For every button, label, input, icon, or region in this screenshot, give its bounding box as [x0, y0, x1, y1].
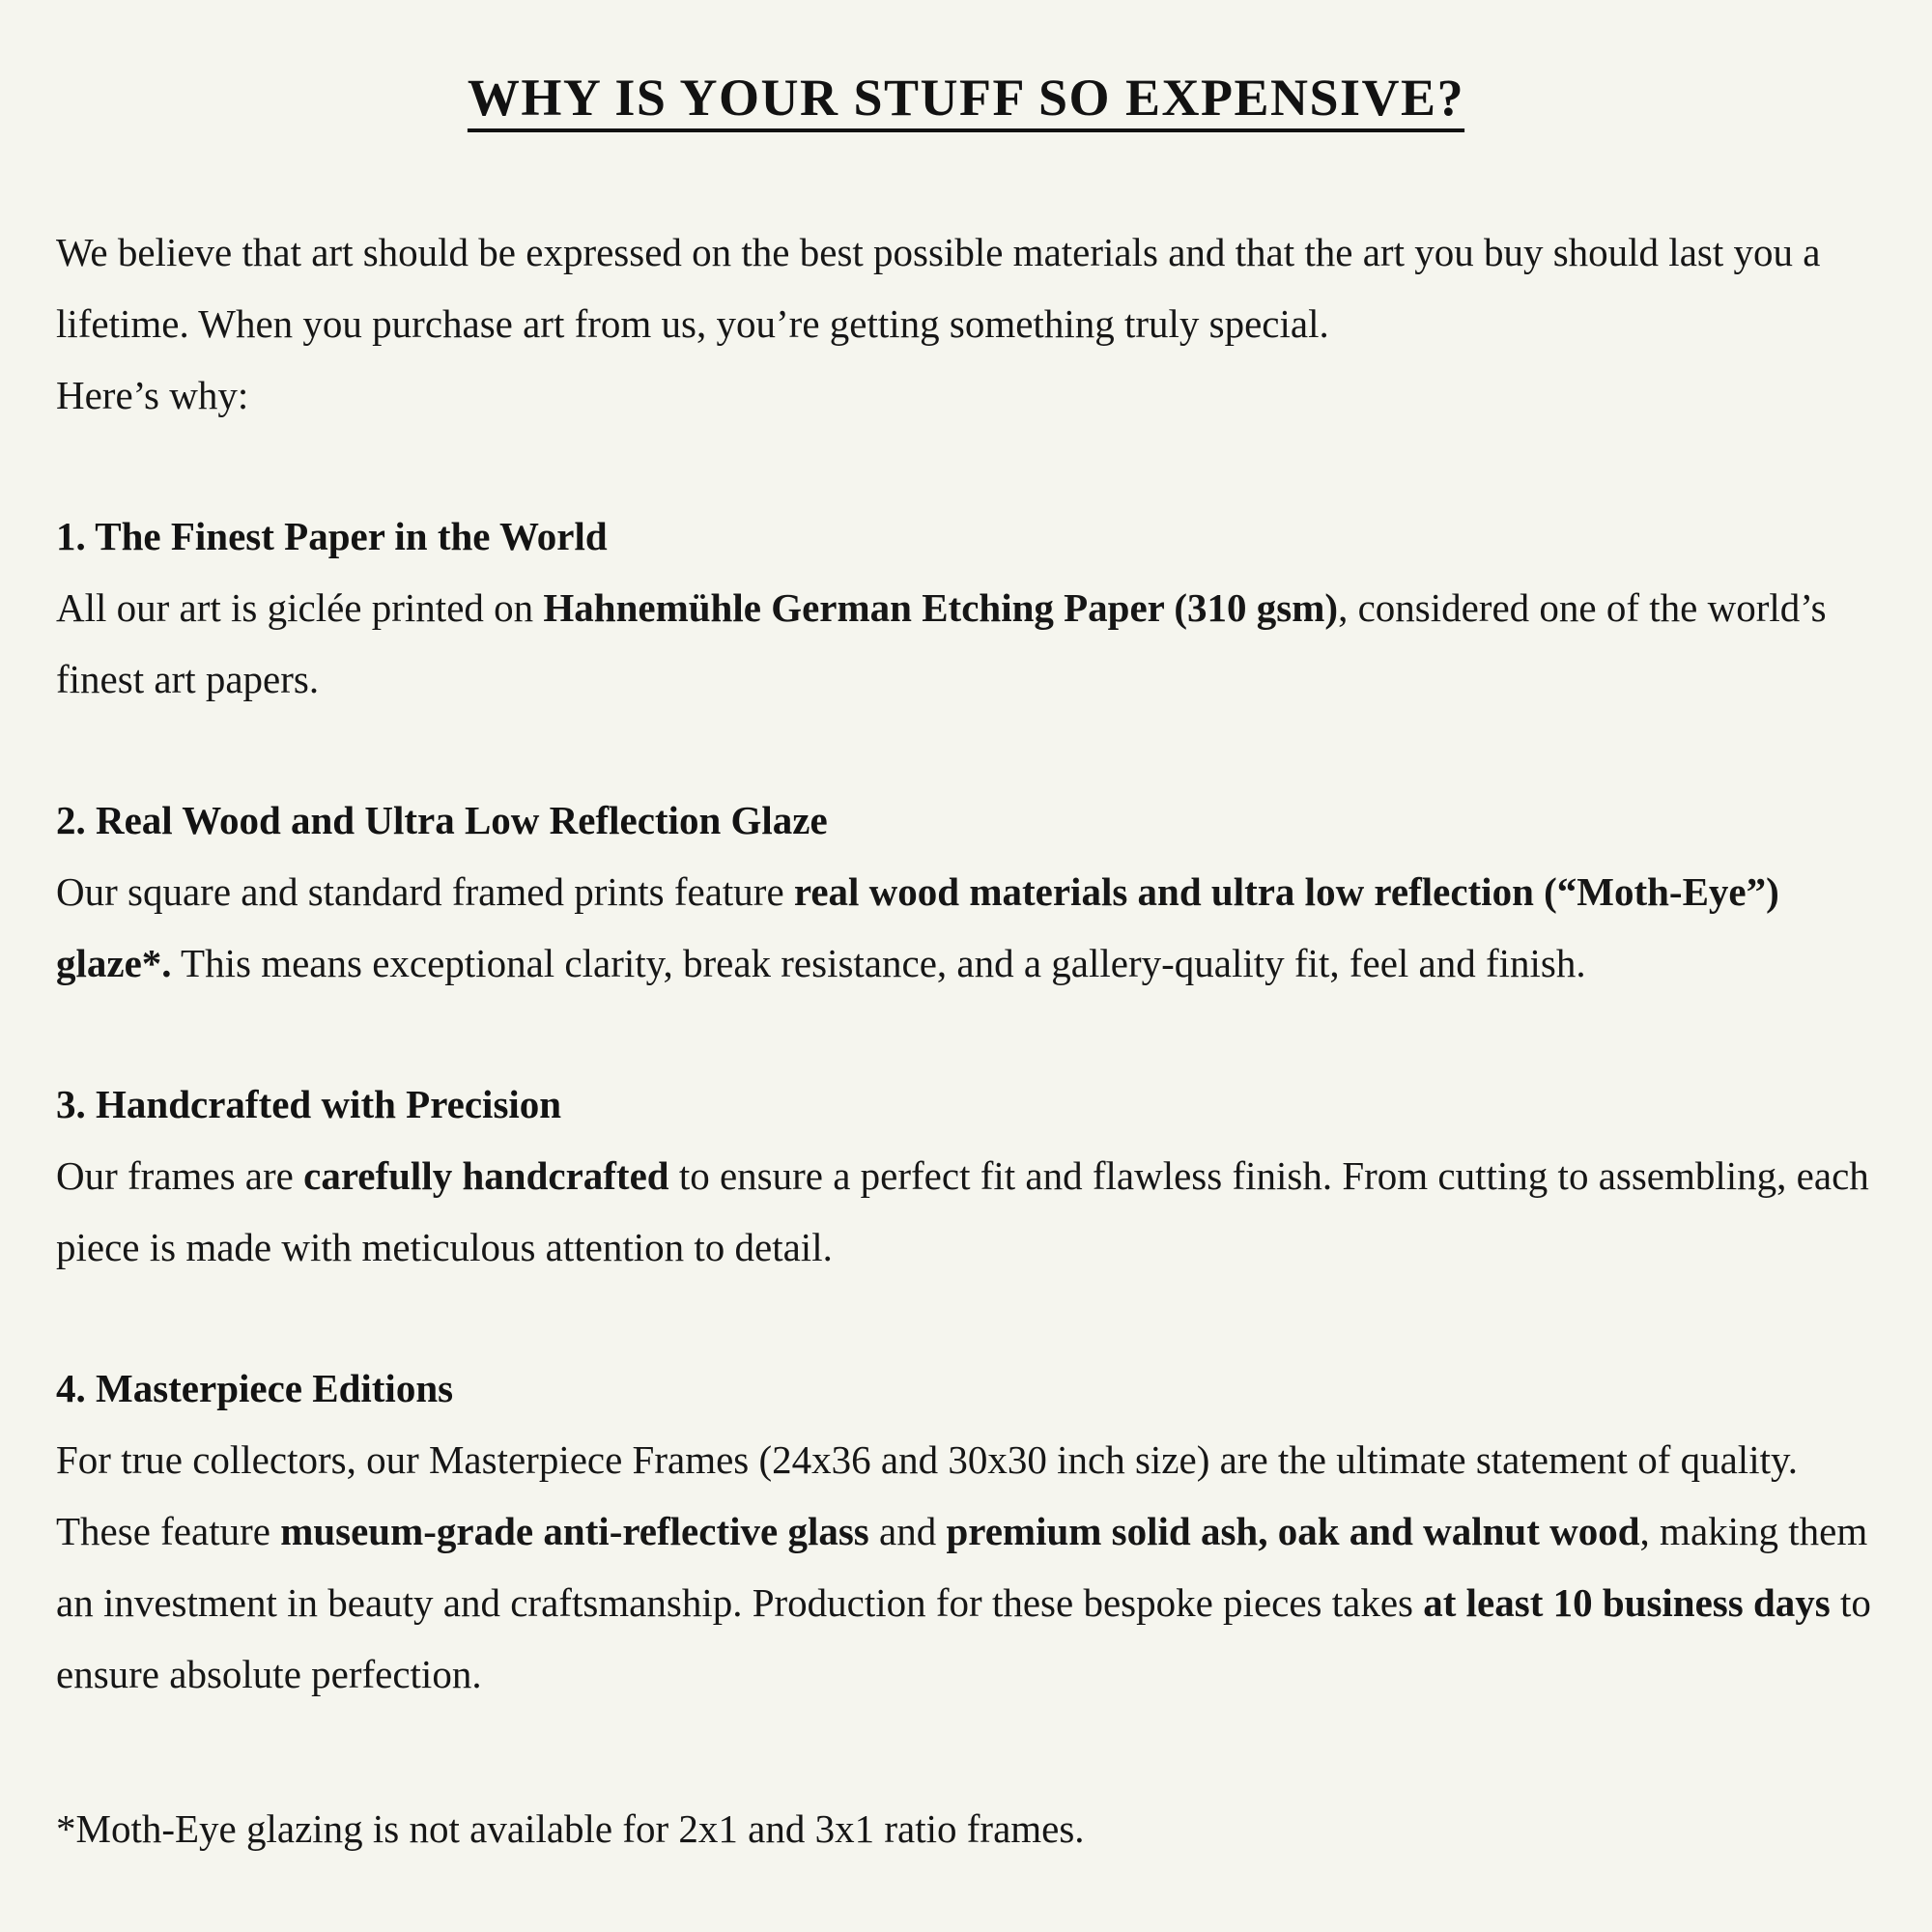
section-finest-paper	[56, 500, 1876, 715]
body-segment: , making them an investment in beauty and craftsmanship. Production for these bespoke pieces takes	[56, 1509, 1868, 1625]
body-segment: Our frames are	[56, 1153, 304, 1198]
body-segment-bold: at least 10 business days	[1423, 1580, 1831, 1625]
body-segment-bold: museum-grade anti-reflective glass	[280, 1509, 869, 1553]
body-segment: and	[868, 1509, 947, 1553]
section-heading-handcrafted: 3. Handcrafted with Precision	[56, 1082, 562, 1126]
section-handcrafted	[56, 1068, 1876, 1283]
body-segment-bold: premium solid ash, oak and walnut wood	[946, 1509, 1640, 1553]
section-heading-masterpiece-editions: 4. Masterpiece Editions	[56, 1366, 454, 1410]
body-segment: For true collectors, our Masterpiece Frames (24x36 and 30x30 inch size) are the ultimate statement of quality. These feature	[56, 1437, 1799, 1553]
section-heading-real-wood-glaze: 2. Real Wood and Ultra Low Reflection Glaze	[56, 798, 828, 842]
section-masterpiece-editions	[56, 1352, 1876, 1710]
intro-tagline: Here’s why:	[56, 373, 249, 417]
body-segment: to ensure a perfect fit and flawless finish. From cutting to assembling, each piece is made with meticulous attention to detail.	[56, 1153, 1869, 1269]
section-body-real-wood-glaze	[56, 856, 1876, 999]
section-heading-finest-paper: 1. The Finest Paper in the World	[56, 514, 608, 558]
section-body-masterpiece-editions	[56, 1424, 1876, 1710]
body-segment: Our square and standard framed prints feature	[56, 869, 794, 914]
body-segment-bold: Hahnemühle German Etching Paper (310 gsm)	[543, 585, 1339, 630]
section-body-handcrafted	[56, 1140, 1876, 1283]
body-segment-bold: real wood materials and ultra low reflection (“Moth-Eye”) glaze*.	[56, 869, 1779, 985]
body-segment: All our art is giclée printed on	[56, 585, 544, 630]
section-body-finest-paper	[56, 572, 1876, 715]
page-title: WHY IS YOUR STUFF SO EXPENSIVE?	[467, 69, 1465, 127]
body-segment: , considered one of the world’s finest art papers.	[56, 585, 1827, 701]
body-segment-bold: carefully handcrafted	[303, 1153, 669, 1198]
footnote: *Moth-Eye glazing is not available for 2x1 and 3x1 ratio frames.	[56, 1806, 1085, 1851]
body-segment: to ensure absolute perfection.	[56, 1580, 1871, 1696]
body-segment: This means exceptional clarity, break resistance, and a gallery-quality fit, feel and finish.	[171, 941, 1586, 985]
intro-paragraph	[56, 216, 1876, 431]
section-real-wood-glaze	[56, 784, 1876, 999]
intro-text: We believe that art should be expressed on the best possible materials and that the art you buy should last you a lifetime. When you purchase art from us, you’re getting something truly special.	[56, 230, 1821, 346]
